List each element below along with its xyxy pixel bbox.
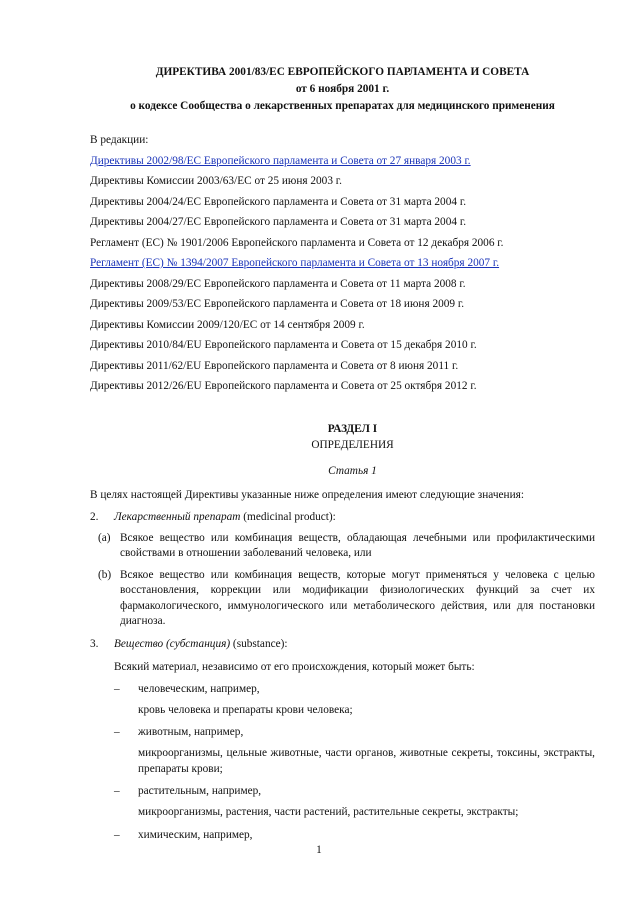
definition-number: 3. <box>90 637 99 650</box>
article-intro: В целях настоящей Директивы указанные ниже определения имеют следующие значения: <box>90 488 524 501</box>
dash-marker: – <box>114 785 120 797</box>
document-header <box>90 64 595 115</box>
definition-2a <box>90 531 595 562</box>
amendment-link[interactable]: Директивы 2002/98/ЕС Европейского парламента и Совета от 27 января 2003 г. <box>90 154 471 167</box>
amendment-item: Директивы 2012/26/EU Европейского парламента и Совета от 25 октября 2012 г. <box>90 380 477 392</box>
origin-head: растительным, например, <box>138 785 262 797</box>
definition-3 <box>90 636 595 652</box>
amendments-list <box>90 130 595 397</box>
amendments-intro: В редакции: <box>90 134 149 146</box>
definition-number: 2. <box>90 510 99 523</box>
section-subtitle: ОПРЕДЕЛЕНИЯ <box>311 438 394 451</box>
sub-label: (a) <box>98 531 111 544</box>
origin-example: микроорганизмы, цельные животные, части органов, животные секреты, токсины, экстракты, препараты крови; <box>138 747 595 775</box>
origin-example: кровь человека и препараты крови человека; <box>138 703 353 716</box>
amendment-item: Директивы 2004/24/ЕС Европейского парламента и Совета от 31 марта 2004 г. <box>90 195 467 208</box>
amendment-item: Директивы 2009/53/ЕС Европейского парламента и Совета от 18 июня 2009 г. <box>90 298 465 310</box>
amendment-item: Директивы 2011/62/EU Европейского парламента и Совета от 8 июня 2011 г. <box>90 359 459 372</box>
origin-head: химическим, например, <box>138 828 253 841</box>
sub-text: Всякое вещество или комбинация веществ, обладающая лечебными или профилактическими свойствами в отношении заболеваний человека, или <box>120 531 595 559</box>
amendment-item: Директивы 2010/84/EU Европейского парламента и Совета от 15 декабря 2010 г. <box>90 339 477 351</box>
origin-example: микроорганизмы, растения, части растений, растительные секреты, экстракты; <box>138 806 519 818</box>
substance-origin-item <box>90 783 595 799</box>
sub-label: (b) <box>98 568 112 581</box>
substance-origin-item <box>90 681 595 697</box>
definition-3-lead: Всякий материал, независимо от его происхождения, который может быть: <box>114 660 475 673</box>
substance-origin-item <box>90 724 595 740</box>
article-heading: Статья 1 <box>328 464 377 477</box>
amendment-item: Директивы 2008/29/ЕС Европейского парламента и Совета от 11 марта 2008 г. <box>90 277 466 290</box>
definition-2b <box>90 568 595 630</box>
dash-marker: – <box>114 682 120 695</box>
amendment-item: Директивы Комиссии 2009/120/ЕС от 14 сентября 2009 г. <box>90 318 365 331</box>
section-title: РАЗДЕЛ I <box>327 422 378 435</box>
directive-title: ДИРЕКТИВА 2001/83/ЕС ЕВРОПЕЙСКОГО ПАРЛАМЕНТА И СОВЕТА <box>155 66 530 78</box>
amendment-item: Директивы Комиссии 2003/63/ЕС от 25 июня 2003 г. <box>90 175 342 187</box>
amendment-item: Регламент (ЕС) № 1901/2006 Европейского парламента и Совета от 12 декабря 2006 г. <box>90 236 504 249</box>
dash-marker: – <box>114 726 120 738</box>
origin-head: человеческим, например, <box>138 682 260 695</box>
definition-term-en: (medicinal product): <box>240 510 336 523</box>
amendment-link[interactable]: Регламент (ЕС) № 1394/2007 Европейского парламента и Совета от 13 ноября 2007 г. <box>90 257 500 269</box>
directive-date: от 6 ноября 2001 г. <box>295 83 390 95</box>
sub-text: Всякое вещество или комбинация веществ, которые могут применяться у человека с целью восстановления, коррекции или модификации физиологических функций за счет их фармакологического, иммунологического или метаболического действия, или для постановки диагноза. <box>120 568 595 627</box>
substance-origin-item <box>90 827 595 843</box>
directive-subject: о кодексе Сообщества о лекарственных препаратах для медицинского применения <box>130 100 555 112</box>
document-page <box>90 64 595 843</box>
definition-term-en: (substance): <box>230 637 288 650</box>
dash-marker: – <box>114 828 120 841</box>
definition-2 <box>90 509 595 525</box>
origin-head: животным, например, <box>138 726 244 738</box>
definition-term: Вещество (субстанция) <box>114 637 231 650</box>
page-number: 1 <box>316 844 322 856</box>
definition-term: Лекарственный препарат <box>114 510 241 523</box>
amendment-item: Директивы 2004/27/ЕС Европейского парламента и Совета от 31 марта 2004 г. <box>90 216 467 228</box>
